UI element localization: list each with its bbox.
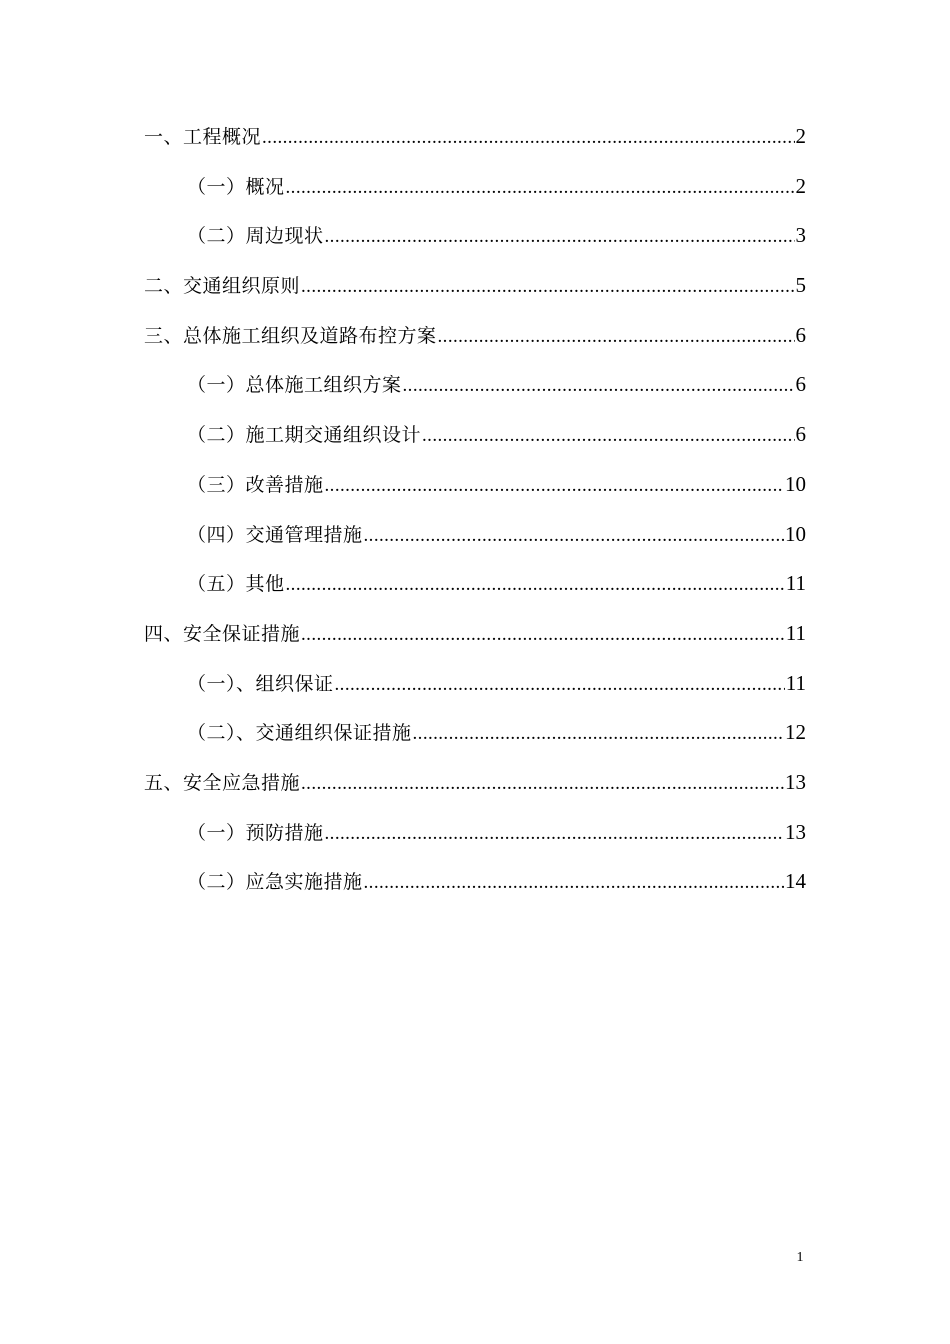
toc-entry-page: 3 [795, 223, 806, 248]
toc-dot-leader [325, 467, 784, 505]
toc-entry[interactable] [144, 614, 806, 664]
toc-dot-leader [286, 566, 785, 604]
toc-entry-title: （一）预防措施 [187, 821, 324, 844]
table-of-contents [144, 117, 806, 912]
toc-entry[interactable] [144, 813, 806, 863]
toc-entry[interactable] [144, 664, 806, 714]
toc-entry-page: 10 [785, 471, 806, 496]
toc-entry-page: 13 [785, 769, 806, 794]
page-number: 1 [796, 1250, 804, 1265]
toc-dot-leader [364, 864, 784, 902]
toc-dot-leader [286, 169, 795, 207]
toc-entry[interactable] [144, 316, 806, 366]
toc-entry-title: （一）总体施工组织方案 [187, 374, 402, 397]
toc-entry-title: 五、安全应急措施 [144, 771, 301, 794]
toc-entry-title: 二、交通组织原则 [144, 275, 301, 298]
toc-entry-page: 6 [795, 322, 806, 347]
toc-entry-page: 11 [785, 670, 806, 695]
toc-entry-page: 2 [795, 124, 806, 148]
toc-entry-title: （二）应急实施措施 [187, 871, 363, 894]
toc-entry-title: 一、工程概况 [144, 126, 262, 148]
toc-dot-leader [335, 666, 785, 704]
toc-dot-leader [413, 715, 784, 753]
toc-entry[interactable] [144, 515, 806, 565]
toc-entry-page: 12 [785, 720, 806, 745]
toc-dot-leader [325, 218, 795, 256]
toc-entry[interactable] [144, 862, 806, 912]
toc-dot-leader [262, 119, 794, 157]
toc-entry-title: （三）改善措施 [187, 473, 324, 496]
toc-entry-title: 三、总体施工组织及道路布控方案 [144, 324, 437, 347]
toc-entry[interactable] [144, 564, 806, 614]
toc-dot-leader [403, 367, 795, 405]
toc-entry[interactable] [144, 465, 806, 515]
toc-entry-title: （二）、交通组织保证措施 [187, 722, 412, 745]
toc-entry-title: 四、安全保证措施 [144, 622, 301, 645]
toc-entry[interactable] [144, 117, 806, 167]
toc-entry-title: （二）施工期交通组织设计 [187, 424, 422, 447]
toc-entry[interactable] [144, 365, 806, 415]
toc-dot-leader [422, 417, 794, 455]
toc-entry[interactable] [144, 713, 806, 763]
toc-entry-title: （一）概况 [187, 175, 285, 198]
toc-entry-page: 6 [795, 372, 806, 397]
toc-dot-leader [301, 268, 794, 306]
toc-dot-leader [301, 765, 784, 803]
toc-entry[interactable] [144, 216, 806, 266]
toc-dot-leader [438, 318, 795, 356]
toc-entry-title: （二）周边现状 [187, 225, 324, 248]
toc-entry[interactable] [144, 415, 806, 465]
toc-entry-page: 11 [785, 571, 806, 596]
toc-entry-page: 10 [785, 521, 806, 546]
toc-entry-page: 11 [785, 620, 806, 645]
toc-entry-title: （四）交通管理措施 [187, 523, 363, 546]
toc-dot-leader [325, 815, 784, 853]
toc-entry-title: （五）其他 [187, 573, 285, 596]
toc-entry-page: 6 [795, 422, 806, 447]
toc-entry-page: 14 [785, 869, 806, 894]
toc-dot-leader [364, 517, 784, 555]
toc-entry-page: 13 [785, 819, 806, 844]
toc-entry[interactable] [144, 167, 806, 217]
toc-entry-title: （一）、组织保证 [187, 672, 334, 695]
toc-entry-page: 2 [795, 173, 806, 198]
toc-entry[interactable] [144, 266, 806, 316]
toc-dot-leader [301, 616, 785, 654]
toc-entry-page: 5 [795, 273, 806, 298]
toc-entry[interactable] [144, 763, 806, 813]
